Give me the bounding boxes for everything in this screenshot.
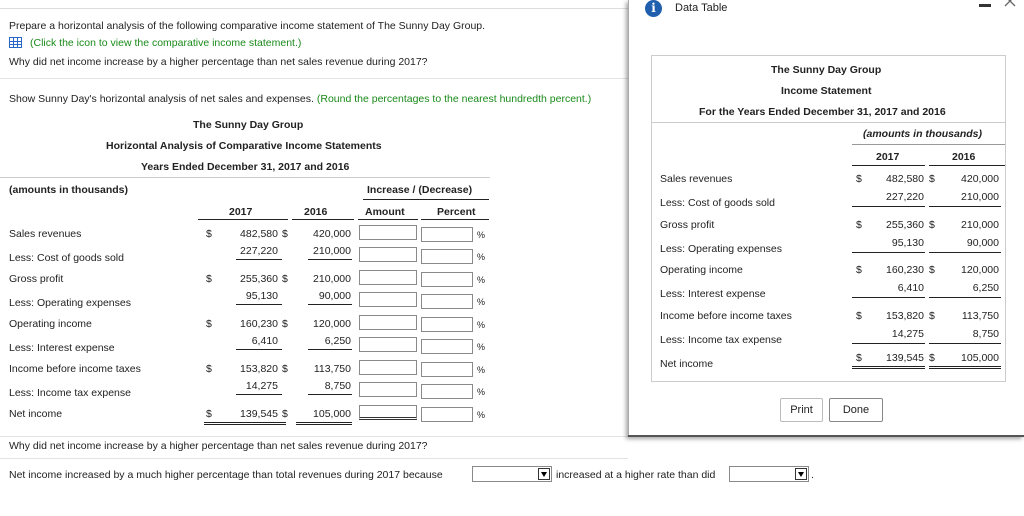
chevron-down-icon[interactable] xyxy=(538,468,550,480)
row-label: Operating income xyxy=(9,318,92,330)
dt-value-2016: 90,000 xyxy=(966,236,999,249)
sentence-end: . xyxy=(811,469,814,481)
dt-col-2016-underline xyxy=(929,165,1005,166)
dt-row-label: Less: Interest expense xyxy=(660,288,766,300)
currency-sign: $ xyxy=(856,352,862,364)
currency-sign: $ xyxy=(929,309,935,322)
row-label: Less: Interest expense xyxy=(9,342,115,354)
percent-sign: % xyxy=(477,230,486,240)
currency-sign: $ xyxy=(856,264,862,276)
dt-amounts-label: (amounts in thousands) xyxy=(863,128,982,140)
col-percent-header: Percent xyxy=(437,206,476,218)
row-label: Less: Cost of goods sold xyxy=(9,252,124,264)
currency-sign: $ xyxy=(282,318,288,330)
currency-sign: $ xyxy=(856,173,862,185)
currency-sign: $ xyxy=(929,218,935,231)
value-2017: 6,410 xyxy=(251,335,278,347)
currency-sign: $ xyxy=(929,352,935,364)
col-percent-underline xyxy=(421,219,489,220)
col-2016-underline xyxy=(292,219,354,220)
value-2017: 482,580 xyxy=(240,228,278,240)
dt-row-label: Income before income taxes xyxy=(660,309,792,322)
dt-value-2017: 6,410 xyxy=(897,282,924,294)
currency-sign: $ xyxy=(206,408,212,420)
dt-row-label: Operating income xyxy=(660,264,743,276)
task-text xyxy=(9,93,591,105)
round-note: (Round the percentages to the nearest hundredth percent.) xyxy=(316,93,592,105)
dt-subtotal-underline xyxy=(929,297,1001,298)
percent-sign: % xyxy=(477,297,486,307)
statement-title: Horizontal Analysis of Comparative Income Statements xyxy=(106,140,382,152)
dt-row-label: Net income xyxy=(660,358,714,370)
subtotal-underline xyxy=(308,304,352,305)
row-label: Less: Operating expenses xyxy=(9,297,131,309)
dt-value-2016: 420,000 xyxy=(961,173,999,185)
col-2016-header: 2016 xyxy=(304,206,328,218)
amount-input[interactable] xyxy=(359,315,417,330)
chevron-down-icon[interactable] xyxy=(795,468,807,480)
currency-sign: $ xyxy=(856,218,862,231)
percent-input[interactable] xyxy=(421,362,473,377)
subtotal-underline xyxy=(308,394,352,395)
currency-sign: $ xyxy=(929,173,935,185)
dt-value-2016: 6,250 xyxy=(972,282,999,294)
dt-value-2017: 95,130 xyxy=(891,236,924,249)
percent-sign: % xyxy=(477,275,486,285)
currency-sign: $ xyxy=(282,363,288,375)
row-label: Sales revenues xyxy=(9,228,82,240)
value-2017: 255,360 xyxy=(240,273,278,285)
close-icon[interactable] xyxy=(1001,0,1021,10)
sentence-mid: increased at a higher rate than did xyxy=(556,469,716,481)
percent-sign: % xyxy=(477,320,486,330)
dt-row-label: Less: Operating expenses xyxy=(660,242,782,255)
subtotal-underline xyxy=(236,394,282,395)
percent-input[interactable] xyxy=(421,317,473,332)
value-2016: 210,000 xyxy=(313,245,351,257)
dt-subtotal-underline xyxy=(929,252,1001,253)
dt-subtotal-underline xyxy=(852,343,925,344)
top-divider xyxy=(0,8,628,9)
dt-value-2017: 482,580 xyxy=(886,173,924,185)
value-2016: 420,000 xyxy=(313,228,351,240)
currency-sign: $ xyxy=(929,264,935,276)
amount-input[interactable] xyxy=(359,292,417,307)
statement-period: Years Ended December 31, 2017 and 2016 xyxy=(141,161,350,173)
amount-input[interactable] xyxy=(359,225,417,240)
info-icon: i xyxy=(645,0,662,17)
dt-value-2016: 8,750 xyxy=(972,327,999,340)
amount-input[interactable] xyxy=(359,360,417,375)
dt-subtotal-underline xyxy=(852,297,925,298)
percent-input[interactable] xyxy=(421,339,473,354)
dt-value-2016: 105,000 xyxy=(961,352,999,364)
task-show-text: Show Sunny Day's horizontal analysis of net sales and expenses. xyxy=(9,93,314,105)
amount-input[interactable] xyxy=(359,382,417,397)
dt-value-2016: 113,750 xyxy=(961,309,999,322)
dt-value-2017: 227,220 xyxy=(886,191,924,203)
currency-sign: $ xyxy=(282,228,288,240)
dt-row-label: Less: Income tax expense xyxy=(660,333,782,346)
value-2017: 14,275 xyxy=(245,380,278,392)
value-2017: 160,230 xyxy=(240,318,278,330)
minimize-icon[interactable] xyxy=(979,4,991,7)
currency-sign: $ xyxy=(206,228,212,240)
dt-period: For the Years Ended December 31, 2017 and 2016 xyxy=(699,106,946,118)
currency-sign: $ xyxy=(206,363,212,375)
value-2017: 139,545 xyxy=(240,408,278,420)
percent-sign: % xyxy=(477,410,486,420)
col-2017-header: 2017 xyxy=(229,206,253,218)
amount-input[interactable] xyxy=(359,270,417,285)
dt-col-2017-underline xyxy=(852,165,925,166)
dt-subtotal-underline xyxy=(929,206,1001,207)
amount-input[interactable] xyxy=(359,337,417,352)
percent-sign: % xyxy=(477,387,486,397)
value-2016: 8,750 xyxy=(324,380,351,392)
value-2016: 120,000 xyxy=(313,318,351,330)
inc-dec-underline xyxy=(363,199,489,200)
percent-input[interactable] xyxy=(421,407,473,422)
percent-input[interactable] xyxy=(421,249,473,264)
done-button[interactable]: Done xyxy=(829,398,883,422)
row-label: Income before income taxes xyxy=(9,363,141,375)
dt-header-divider xyxy=(652,122,1005,123)
value-2017: 95,130 xyxy=(245,290,278,302)
value-2016: 210,000 xyxy=(313,273,351,285)
total-double-underline xyxy=(204,422,286,425)
col-2017-underline xyxy=(198,219,288,220)
subtotal-underline xyxy=(236,259,282,260)
amount-input[interactable] xyxy=(359,405,417,420)
value-2017: 227,220 xyxy=(240,245,278,257)
percent-sign: % xyxy=(477,252,486,262)
dt-subtotal-underline xyxy=(852,206,925,207)
percent-input[interactable] xyxy=(421,227,473,242)
dt-value-2016: 210,000 xyxy=(961,218,999,231)
dt-value-2016: 210,000 xyxy=(961,191,999,203)
row-label: Less: Income tax expense xyxy=(9,387,131,399)
dt-subtotal-underline xyxy=(852,252,925,253)
dt-value-2017: 160,230 xyxy=(886,264,924,276)
dt-col-2017: 2017 xyxy=(876,151,900,163)
dt-row-label: Gross profit xyxy=(660,218,715,231)
percent-input[interactable] xyxy=(421,384,473,399)
dt-col-2016: 2016 xyxy=(952,151,976,163)
bottom-divider xyxy=(0,436,628,437)
sentence-start: Net income increased by a much higher percentage than total revenues during 2017 because xyxy=(9,469,443,481)
col-amount-underline xyxy=(358,219,418,220)
subtotal-underline xyxy=(308,349,352,350)
dt-value-2017: 14,275 xyxy=(891,327,924,340)
total-double-underline xyxy=(296,422,352,425)
dt-company: The Sunny Day Group xyxy=(771,64,882,76)
percent-input[interactable] xyxy=(421,294,473,309)
value-2016: 6,250 xyxy=(324,335,351,347)
subtotal-underline xyxy=(236,349,282,350)
value-2016: 90,000 xyxy=(318,290,351,302)
reason-dropdown-1[interactable] xyxy=(472,466,552,482)
bottom-question: Why did net income increase by a higher percentage than net sales revenue during 2017? xyxy=(9,440,428,452)
row-label: Gross profit xyxy=(9,273,64,285)
currency-sign: $ xyxy=(282,273,288,285)
data-table-window-edge xyxy=(628,435,1024,437)
currency-sign: $ xyxy=(206,273,212,285)
dt-subtotal-underline xyxy=(929,343,1001,344)
reason-dropdown-2[interactable] xyxy=(729,466,809,482)
dt-amounts-underline xyxy=(852,144,1005,145)
question-text: Why did net income increase by a higher percentage than net sales revenue during 2017? xyxy=(9,56,428,68)
view-statement-link[interactable]: (Click the icon to view the comparative income statement.) xyxy=(30,37,302,49)
data-table-title: Data Table xyxy=(675,2,728,14)
percent-input[interactable] xyxy=(421,272,473,287)
currency-sign: $ xyxy=(282,408,288,420)
subtotal-underline xyxy=(308,259,352,260)
dt-total-double-underline xyxy=(852,366,925,369)
dt-value-2016: 120,000 xyxy=(961,264,999,276)
header-divider xyxy=(0,177,490,178)
amounts-label: (amounts in thousands) xyxy=(9,184,128,196)
inc-dec-header: Increase / (Decrease) xyxy=(367,184,473,196)
percent-sign: % xyxy=(477,365,486,375)
dt-value-2017: 153,820 xyxy=(886,309,924,322)
dt-total-double-underline xyxy=(929,366,1001,369)
section-divider xyxy=(0,78,628,79)
dt-statement: Income Statement xyxy=(781,85,872,97)
currency-sign: $ xyxy=(206,318,212,330)
dt-value-2017: 255,360 xyxy=(886,218,924,231)
bottom-divider-2 xyxy=(0,458,628,459)
dt-value-2017: 139,545 xyxy=(886,352,924,364)
currency-sign: $ xyxy=(856,309,862,322)
dt-row-label: Less: Cost of goods sold xyxy=(660,197,775,209)
dt-row-label: Sales revenues xyxy=(660,173,733,185)
amount-input[interactable] xyxy=(359,247,417,262)
value-2017: 153,820 xyxy=(240,363,278,375)
statement-company: The Sunny Day Group xyxy=(193,119,304,131)
subtotal-underline xyxy=(236,304,282,305)
value-2016: 113,750 xyxy=(313,363,351,375)
value-2016: 105,000 xyxy=(313,408,351,420)
instruction-text: Prepare a horizontal analysis of the following comparative income statement of The Sunny Day Group. xyxy=(9,20,486,32)
col-amount-header: Amount xyxy=(365,206,405,218)
print-button[interactable]: Print xyxy=(780,398,823,422)
percent-sign: % xyxy=(477,342,486,352)
row-label: Net income xyxy=(9,408,63,420)
table-grid-icon[interactable] xyxy=(9,37,22,48)
